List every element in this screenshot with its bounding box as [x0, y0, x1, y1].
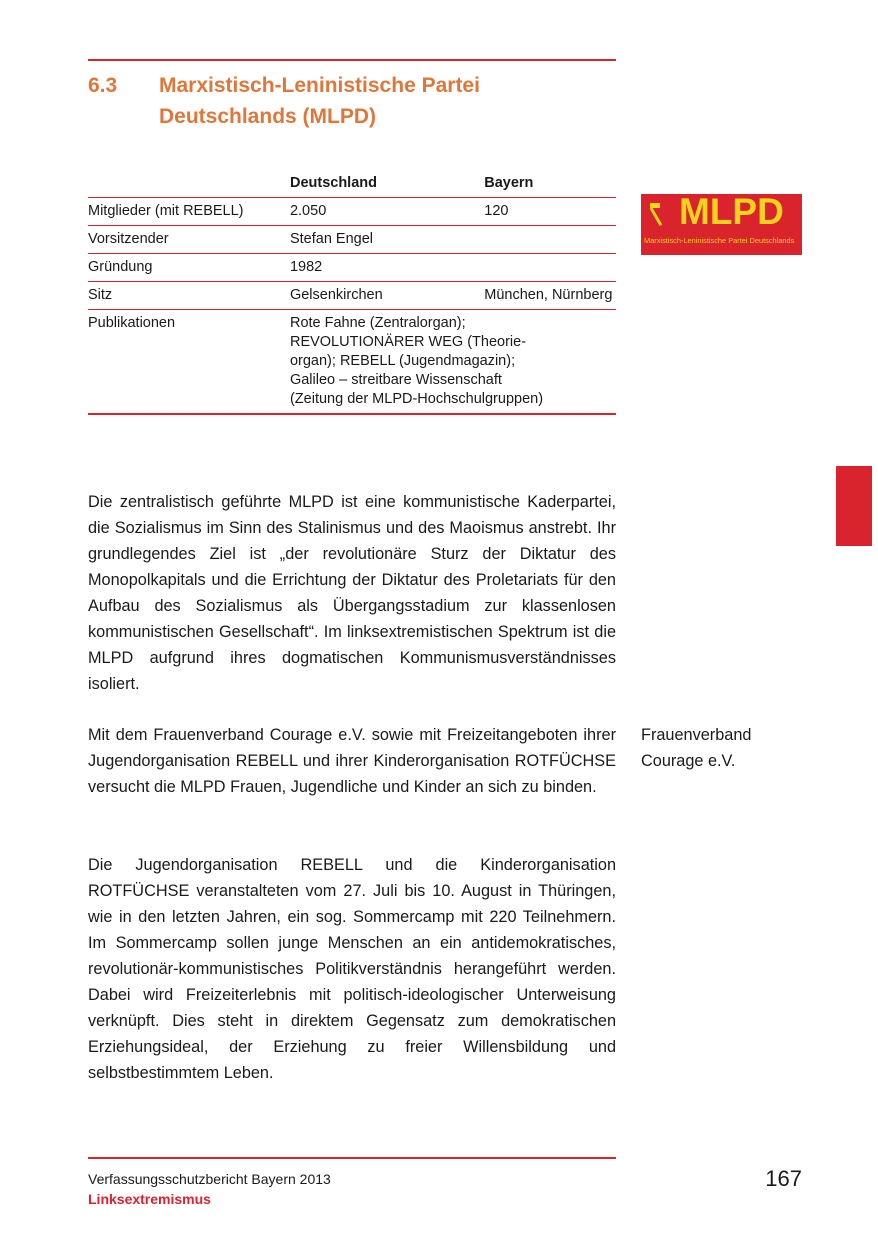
- row-value-by: 120: [484, 203, 509, 219]
- table-header-cell: [88, 170, 290, 198]
- table-header-cell: Deutschland: [289, 175, 377, 191]
- row-label: Gründung: [88, 259, 153, 275]
- body-paragraph-1: Die zentralistisch geführte MLPD ist eine kommunistische Kaderpartei, die Sozialismus im Sinn des Stalinismus und des Maoismus anstrebt. Ihr grundlegendes Ziel ist „der revolutionäre Sturz der Diktatur des Monopolkapitals und die Errichtung der Diktatur des Proletariats für den Aufbau des Sozialismus als Übergangsstadium zur klassenlosen kommunistischen Gesellschaft“. Im linksextremistischen Spektrum ist die MLPD aufgrund ihres dogmatischen Kommunismusverständnisses isoliert.: [88, 493, 616, 693]
- row-label: Vorsitzender: [88, 231, 169, 247]
- section-title: Marxistisch-Leninistische Partei Deutschlands (MLPD): [159, 74, 480, 128]
- row-label: Mitglieder (mit REBELL): [88, 203, 244, 219]
- row-label: Sitz: [88, 287, 113, 303]
- body-paragraph-2: Mit dem Frauenverband Courage e.V. sowie mit Freizeitangeboten ihrer Jugendorganisation REBELL und ihrer Kinderorganisation ROTFÜCHSE versucht die MLPD Frauen, Jugendliche und Kinder an sich zu binden.: [88, 726, 616, 796]
- table-row: [88, 198, 616, 226]
- row-value-de: 1982: [289, 259, 323, 275]
- footer-section: Linksextremismus: [88, 1191, 211, 1207]
- mlpd-logo: [641, 194, 802, 255]
- footer-rule: [88, 1157, 616, 1159]
- top-rule: [88, 59, 616, 61]
- page-number: 167: [765, 1166, 802, 1191]
- table-row: [88, 254, 616, 282]
- row-label: Publikationen: [88, 315, 176, 331]
- table-header-row: [88, 170, 616, 198]
- table-row: [88, 310, 616, 415]
- logo-subtitle: Marxistisch-Leninistische Partei Deutschlands: [644, 236, 795, 245]
- logo-wordmark: MLPD: [679, 194, 784, 232]
- section-number: 6.3: [88, 74, 118, 97]
- marginal-note: Frauenverband Courage e.V.: [641, 726, 752, 770]
- table-header-cell: Bayern: [484, 175, 534, 191]
- row-value-by: [484, 226, 616, 254]
- row-value-de: 2.050: [289, 203, 327, 219]
- table-row: [88, 282, 616, 310]
- body-paragraph-3: Die Jugendorganisation REBELL und die Kinderorganisation ROTFÜCHSE veranstalteten vom 27. Juli bis 10. August in Thüringen, wie in den letzten Jahren, ein sog. Sommercamp mit 220 Teilnehmern. Im Sommercamp sollen junge Menschen an ein antidemokratisches, revolutionär-kommunistisches Politikverständnis herangeführt werden. Dabei wird Freizeiterlebnis mit politisch-ideologischer Unterweisung verknüpft. Dies steht in direktem Gegensatz zum demokratischen Erziehungsideal, der Erziehung zu freier Willensbildung und selbstbestimmtem Leben.: [88, 856, 616, 1082]
- row-value-by: [484, 254, 616, 282]
- hammer-sickle-icon: [646, 198, 670, 230]
- row-value-de: Rote Fahne (Zentralorgan); REVOLUTIONÄRER WEG (Theorie-organ); REBELL (Jugendmagazin); Galileo – streitbare Wissenschaft (Zeitung der MLPD-Hochschulgruppen): [289, 315, 544, 407]
- table-row: [88, 226, 616, 254]
- party-facts-table: [88, 170, 616, 415]
- footer-title: Verfassungsschutzbericht Bayern 2013: [88, 1171, 331, 1187]
- row-value-by: München, Nürnberg: [484, 287, 613, 303]
- row-value-de: Stefan Engel: [289, 231, 374, 247]
- row-value-de: Gelsenkirchen: [289, 287, 383, 303]
- chapter-tab-marker: [836, 466, 872, 546]
